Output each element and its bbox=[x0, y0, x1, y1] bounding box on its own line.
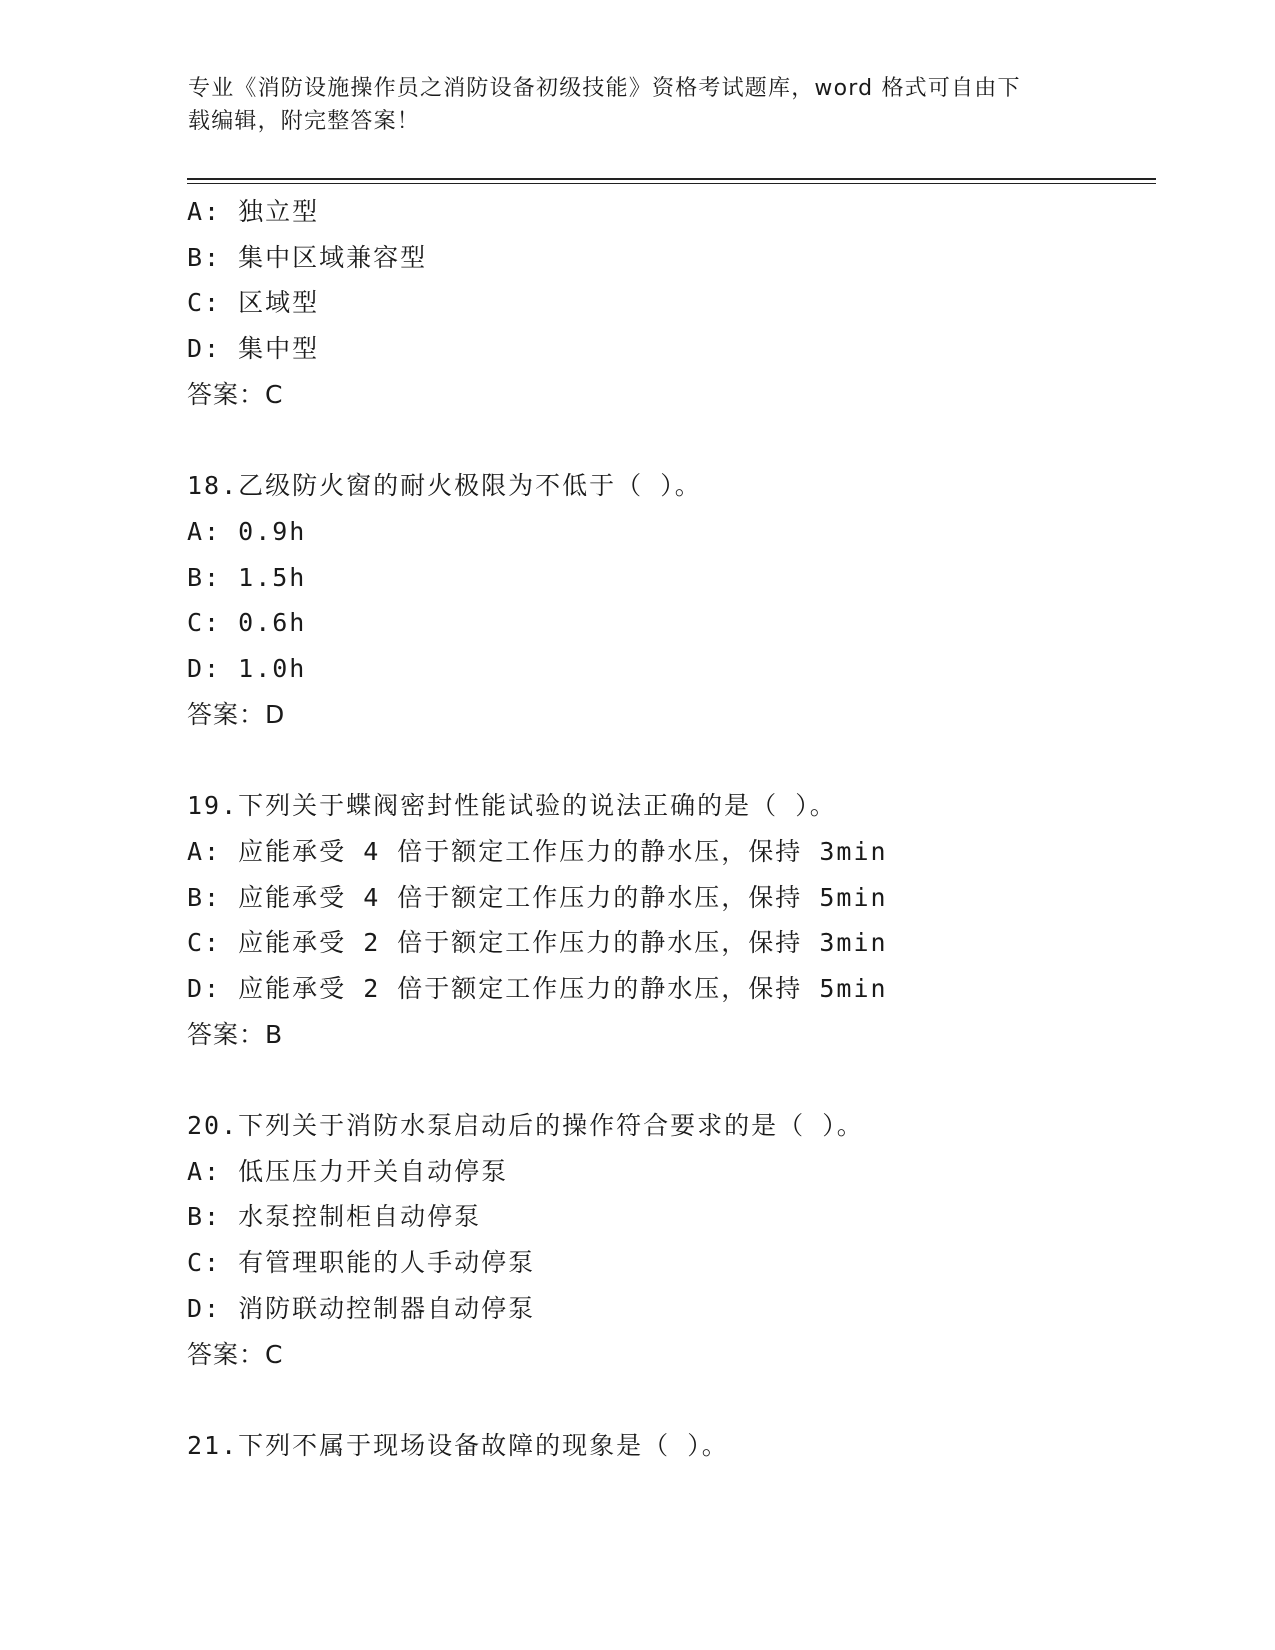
option-b: B: 1.5h bbox=[187, 562, 307, 592]
header-divider-thick bbox=[187, 178, 1156, 180]
option-d: D: 1.0h bbox=[187, 654, 307, 684]
answer: 答案：C bbox=[187, 1339, 284, 1369]
question-21 bbox=[187, 1423, 1147, 1469]
option-a: A: 独立型 bbox=[187, 197, 320, 226]
option-a: A: 0.9h bbox=[187, 516, 307, 546]
document-header bbox=[188, 72, 1068, 138]
answer: 答案：D bbox=[187, 699, 286, 729]
question-text: 18.乙级防火窗的耐火极限为不低于（ ）。 bbox=[187, 471, 702, 501]
question-18 bbox=[187, 463, 1147, 737]
question-text: 21.下列不属于现场设备故障的现象是（ ）。 bbox=[187, 1430, 729, 1460]
option-c: C: 有管理职能的人手动停泵 bbox=[187, 1248, 536, 1278]
option-c: C: 0.6h bbox=[187, 608, 307, 638]
option-d: D: 集中型 bbox=[187, 334, 320, 364]
option-b: B: 集中区域兼容型 bbox=[187, 242, 428, 272]
header-line-2: 载编辑，附完整答案！ bbox=[188, 109, 421, 134]
question-20 bbox=[187, 1103, 1147, 1377]
option-d: D: 消防联动控制器自动停泵 bbox=[187, 1293, 536, 1323]
option-b: B: 应能承受 4 倍于额定工作压力的静水压，保持 5min bbox=[187, 882, 888, 912]
header-divider-thin bbox=[187, 183, 1156, 184]
question-list bbox=[187, 189, 1147, 1469]
option-c: C: 应能承受 2 倍于额定工作压力的静水压，保持 3min bbox=[187, 928, 888, 958]
option-d: D: 应能承受 2 倍于额定工作压力的静水压，保持 5min bbox=[187, 973, 888, 1003]
option-b: B: 水泵控制柜自动停泵 bbox=[187, 1202, 482, 1232]
option-c: C: 区域型 bbox=[187, 288, 320, 318]
answer: 答案：B bbox=[187, 1019, 284, 1049]
answer: 答案：C bbox=[187, 379, 284, 409]
question-17 bbox=[187, 189, 1147, 418]
option-a: A: 低压压力开关自动停泵 bbox=[187, 1156, 509, 1186]
question-text: 20.下列关于消防水泵启动后的操作符合要求的是（ ）。 bbox=[187, 1111, 864, 1141]
question-19 bbox=[187, 783, 1147, 1057]
header-line-1: 专业《消防设施操作员之消防设备初级技能》资格考试题库，word 格式可自由下 bbox=[188, 76, 1021, 101]
question-text: 19.下列关于蝶阀密封性能试验的说法正确的是（ ）。 bbox=[187, 791, 837, 821]
option-a: A: 应能承受 4 倍于额定工作压力的静水压，保持 3min bbox=[187, 836, 888, 866]
